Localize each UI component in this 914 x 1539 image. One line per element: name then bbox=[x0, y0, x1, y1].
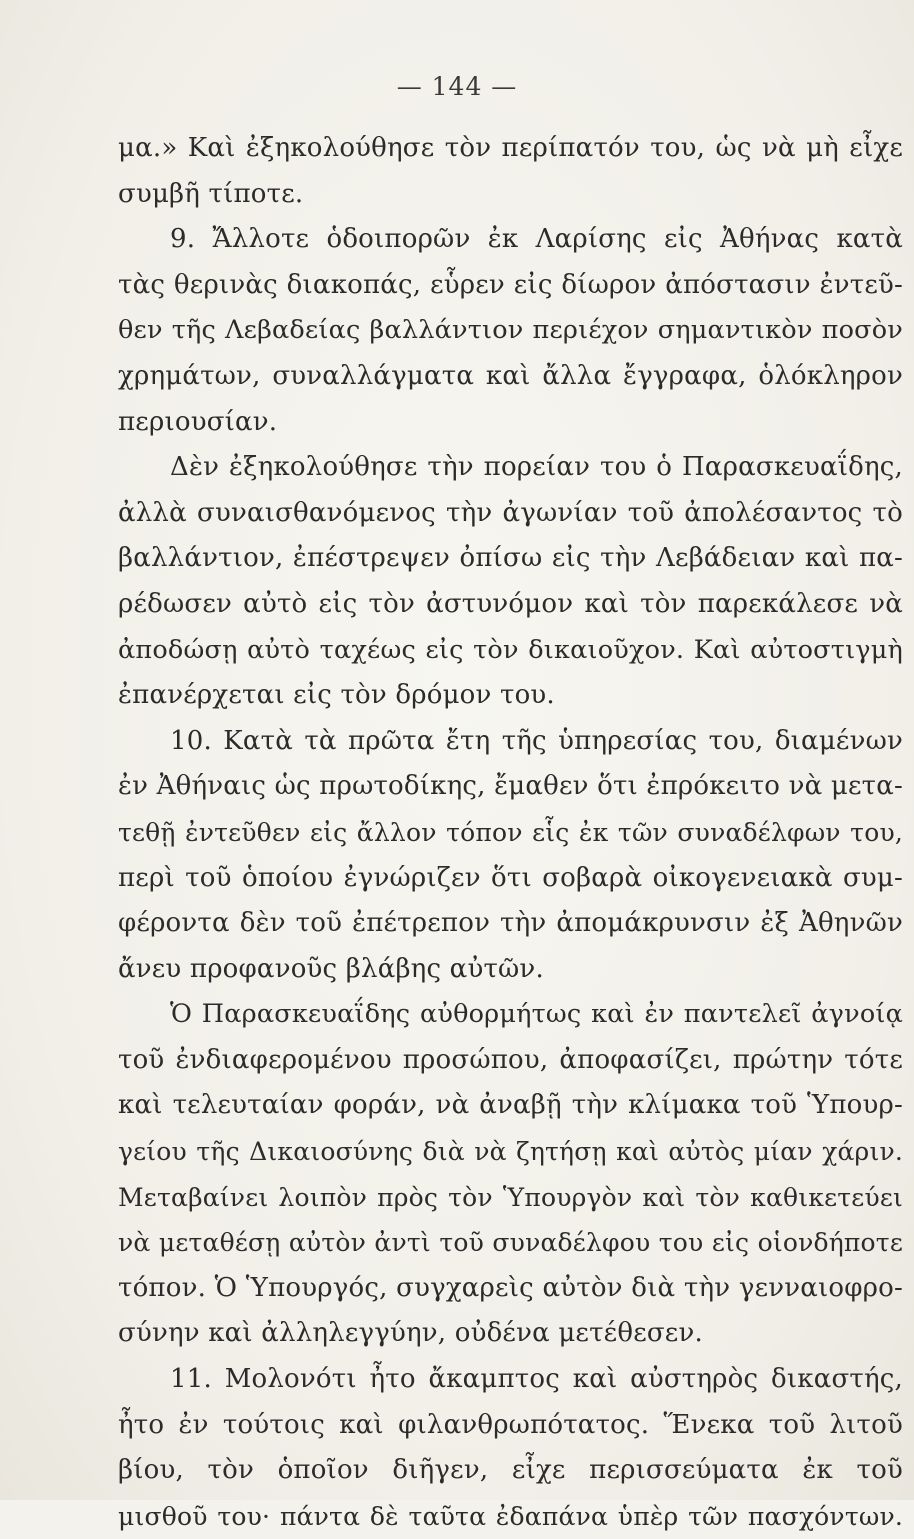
text-line: περὶ τοῦ ὁποίου ἐγνώριζεν ὅτι σοβαρὰ οἰκογενειακὰ συμ- bbox=[118, 862, 903, 893]
text-line: τοῦ ἐνδιαφερομένου προσώπου, ἀποφασίζει, πρώτην τότε bbox=[118, 1044, 903, 1075]
text-line: βίου, τὸν ὁποῖον διῆγεν, εἶχε περισσεύματα ἐκ τοῦ bbox=[118, 1455, 903, 1486]
text-line: Ὁ Παρασκευαΐδης αὐθορμήτως καὶ ἐν παντελεῖ ἀγνοίᾳ bbox=[170, 999, 903, 1030]
text-line: γείου τῆς Δικαιοσύνης διὰ νὰ ζητήσῃ καὶ αὐτὸς μίαν χάριν. bbox=[118, 1137, 903, 1167]
text-line: θεν τῆς Λεβαδείας βαλλάντιον περιέχον σημαντικὸν ποσὸν bbox=[118, 315, 903, 346]
text-line: τόπον. Ὁ Ὑπουργός, συγχαρεὶς αὐτὸν διὰ τὴν γενναιοφρο- bbox=[118, 1272, 903, 1303]
text-line: σύνην καὶ ἀλληλεγγύην, οὐδένα μετέθεσεν. bbox=[118, 1318, 703, 1349]
text-line: ρέδωσεν αὐτὸ εἰς τὸν ἀστυνόμον καὶ τὸν παρεκάλεσε νὰ bbox=[118, 588, 903, 619]
text-line: ἀποδώσῃ αὐτὸ ταχέως εἰς τὸν δικαιοῦχον. Καὶ αὐτοστιγμὴ bbox=[118, 634, 903, 665]
body-text bbox=[118, 126, 903, 1539]
text-line: 9. Ἄλλοτε ὁδοιπορῶν ἐκ Λαρίσης εἰς Ἀθήνας κατὰ bbox=[170, 224, 903, 255]
text-line: καὶ τελευταίαν φοράν, νὰ ἀναβῇ τὴν κλίμακα τοῦ Ὑπουρ- bbox=[118, 1090, 903, 1121]
page-number: — 144 — bbox=[396, 72, 518, 101]
text-line: Δὲν ἐξηκολούθησε τὴν πορείαν του ὁ Παρασκευαΐδης, bbox=[170, 452, 903, 483]
text-line: 11. Μολονότι ἦτο ἄκαμπτος καὶ αὐστηρὸς δικαστής, bbox=[170, 1364, 903, 1395]
text-line: ἐν Ἀθήναις ὡς πρωτοδίκης, ἔμαθεν ὅτι ἐπρόκειτο νὰ μετα- bbox=[118, 771, 903, 802]
text-line: τὰς θερινὰς διακοπάς, εὗρεν εἰς δίωρον ἀπόστασιν ἐντεῦ- bbox=[118, 269, 903, 300]
text-line: Μεταβαίνει λοιπὸν πρὸς τὸν Ὑπουργὸν καὶ τὸν καθικετεύει bbox=[118, 1182, 903, 1212]
text-line: φέροντα δὲν τοῦ ἐπέτρεπον τὴν ἀπομάκρυνσιν ἐξ Ἀθηνῶν bbox=[118, 908, 903, 939]
text-line: ἐπανέρχεται εἰς τὸν δρόμον του. bbox=[118, 680, 555, 711]
text-line: 10. Κατὰ τὰ πρῶτα ἔτη τῆς ὑπηρεσίας του, διαμένων bbox=[170, 725, 903, 756]
text-line: νὰ μεταθέσῃ αὐτὸν ἀντὶ τοῦ συναδέλφου του εἰς οἱονδήποτε bbox=[118, 1228, 903, 1258]
text-line: μα.» Καὶ ἐξηκολούθησε τὸν περίπατόν του, ὡς νὰ μὴ εἶχε bbox=[118, 133, 903, 163]
text-line: τεθῇ ἐντεῦθεν εἰς ἄλλον τόπον εἷς ἐκ τῶν συναδέλφων του, bbox=[118, 817, 903, 847]
text-line: περιουσίαν. bbox=[118, 406, 278, 437]
text-line: μισθοῦ του· πάντα δὲ ταῦτα ἐδαπάνα ὑπὲρ τῶν πασχόντων. bbox=[118, 1501, 903, 1531]
text-line: χρημάτων, συναλλάγματα καὶ ἄλλα ἔγγραφα, ὁλόκληρον bbox=[118, 360, 903, 391]
text-line: ἄνευ προφανοῦς βλάβης αὐτῶν. bbox=[118, 953, 544, 984]
text-line: βαλλάντιον, ἐπέστρεψεν ὀπίσω εἰς τὴν Λεβάδειαν καὶ πα- bbox=[118, 543, 903, 574]
text-line: ἦτο ἐν τούτοις καὶ φιλανθρωπότατος. Ἕνεκα τοῦ λιτοῦ bbox=[118, 1409, 903, 1440]
text-line: ἀλλὰ συναισθανόμενος τὴν ἀγωνίαν τοῦ ἀπολέσαντος τὸ bbox=[118, 497, 903, 528]
text-line: συμβῆ τίποτε. bbox=[118, 178, 304, 209]
